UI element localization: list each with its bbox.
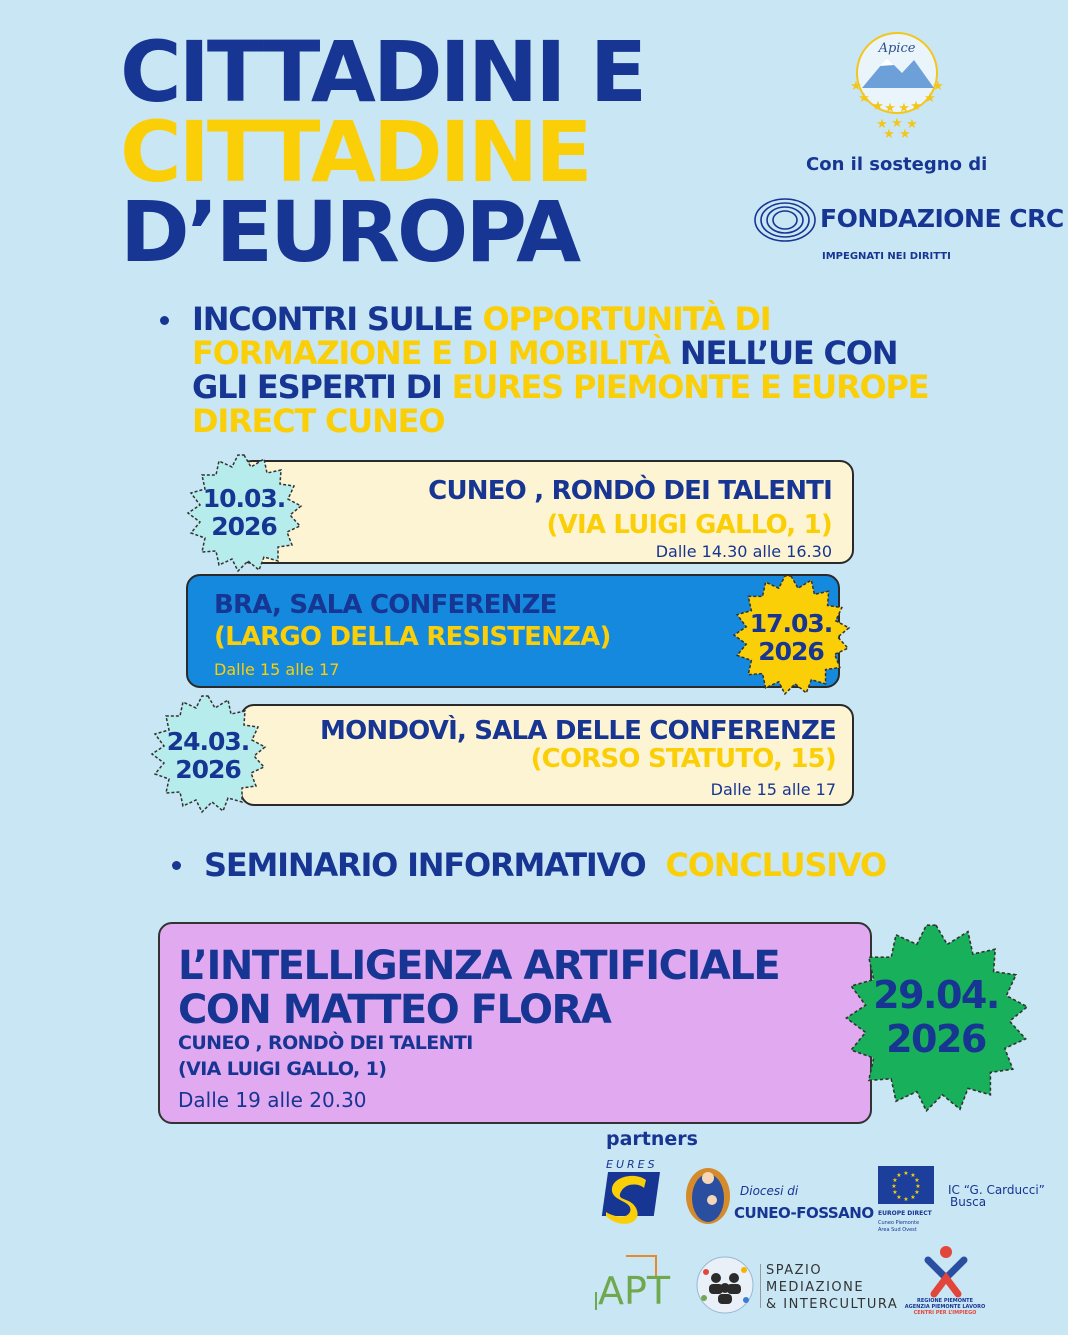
ic-line2: Busca — [950, 1195, 987, 1209]
diocesi-madonna-icon — [680, 1160, 736, 1226]
intro-text — [192, 302, 952, 438]
intro-part-4: EURES PIEMONTE E EUROPE DIRECT CUNEO — [192, 368, 929, 440]
badge-date-line1: 10.03. — [202, 484, 286, 513]
support-text: Con il sostegno di — [806, 154, 988, 175]
svg-text:★: ★ — [896, 1172, 902, 1179]
eures-logo — [600, 1158, 662, 1230]
svg-text:★: ★ — [914, 1177, 920, 1184]
svg-text:★: ★ — [884, 101, 896, 116]
svg-text:★: ★ — [910, 1172, 916, 1179]
svg-text:★: ★ — [924, 91, 936, 106]
europe-direct-sub1: Cuneo Piemonte — [878, 1220, 920, 1226]
spazio-line2: MEDIAZIONE — [766, 1280, 865, 1295]
svg-text:★: ★ — [898, 101, 910, 116]
title-line-2: CITTADINE — [120, 103, 590, 201]
svg-text:★: ★ — [932, 79, 944, 94]
regione-figure-icon — [900, 1244, 990, 1296]
svg-text:★: ★ — [891, 116, 903, 131]
seminar-venue: CUNEO , RONDÒ DEI TALENTI — [178, 1032, 473, 1054]
diocesi-name: CUNEO-FOSSANO — [734, 1204, 874, 1222]
spazio-line1: SPAZIO — [766, 1263, 823, 1278]
eures-s-icon — [600, 1172, 662, 1230]
diocesi-small: Diocesi di — [740, 1184, 799, 1198]
date-badge-17-03 — [730, 574, 852, 696]
seminar-bullet — [172, 861, 181, 870]
date-badge-24-03 — [148, 694, 268, 814]
event-address: (CORSO STATUTO, 15) — [530, 744, 836, 774]
title-line-3: D’EUROPA — [120, 183, 579, 281]
europe-direct-logo — [878, 1166, 938, 1238]
event-address: (LARGO DELLA RESISTENZA) — [214, 622, 611, 652]
svg-text:★: ★ — [914, 1189, 920, 1196]
svg-text:★: ★ — [899, 127, 911, 142]
event-venue: MONDOVÌ, SALA DELLE CONFERENZE — [320, 716, 836, 746]
svg-text:★: ★ — [892, 1177, 898, 1184]
ic-carducci-label — [948, 1184, 1045, 1208]
seminar-label-2: CONCLUSIVO — [665, 846, 887, 884]
event-card-cuneo — [238, 460, 854, 564]
svg-text:★: ★ — [896, 1194, 902, 1201]
badge-date-line2: 2026 — [175, 755, 241, 784]
fondazione-rings-icon — [752, 196, 818, 244]
svg-text:★: ★ — [892, 1189, 898, 1196]
svg-text:★: ★ — [910, 1194, 916, 1201]
seminar-label-1: SEMINARIO INFORMATIVO — [204, 846, 646, 884]
partners-label: partners — [606, 1128, 698, 1150]
regione-text — [900, 1298, 990, 1316]
apt-text: APT — [598, 1269, 671, 1313]
event-address: (VIA LUIGI GALLO, 1) — [546, 510, 832, 540]
apice-logo-text: Apice — [878, 41, 916, 56]
spazio-people-icon — [694, 1254, 756, 1316]
spazio-mediazione-logo — [694, 1254, 904, 1320]
intro-bullet — [160, 316, 169, 325]
ic-line1: IC “G. Carducci” — [948, 1183, 1045, 1197]
event-card-mondovi — [240, 704, 854, 806]
svg-text:★: ★ — [872, 99, 884, 114]
seminar-time: Dalle 19 alle 20.30 — [178, 1088, 367, 1112]
eu-flag-icon — [878, 1166, 934, 1204]
badge-date-line1: 24.03. — [166, 727, 250, 756]
svg-text:★: ★ — [850, 79, 862, 94]
svg-text:★: ★ — [903, 1196, 909, 1203]
intro-part-1: INCONTRI SULLE — [192, 300, 483, 338]
regione-line1: REGIONE PIEMONTE — [917, 1298, 973, 1304]
svg-text:★: ★ — [915, 1183, 921, 1190]
diocesi-logo — [680, 1160, 874, 1228]
seminar-card — [158, 922, 872, 1124]
badge-date-line2: 2026 — [211, 512, 277, 541]
intro-part-3: NELL’UE CON GLI ESPERTI DI — [192, 334, 898, 406]
event-time: Dalle 15 alle 17 — [214, 660, 340, 679]
spazio-line3: & INTERCULTURA — [766, 1297, 899, 1312]
spazio-divider — [760, 1264, 761, 1308]
event-time: Dalle 15 alle 17 — [710, 780, 836, 799]
seminar-title-1: L’INTELLIGENZA ARTIFICIALE — [178, 943, 780, 989]
svg-text:★: ★ — [891, 1183, 897, 1190]
regione-line2: AGENZIA PIEMONTE LAVORO — [904, 1304, 986, 1310]
event-venue: CUNEO , RONDÒ DEI TALENTI — [428, 476, 832, 506]
title-line-1: CITTADINI E — [120, 23, 645, 121]
fondazione-crc-logo — [752, 196, 1064, 268]
apt-logo — [592, 1252, 671, 1314]
svg-text:★: ★ — [883, 127, 895, 142]
intro-part-2: OPPORTUNITÀ DI FORMAZIONE E DI MOBILITÀ — [192, 300, 771, 372]
svg-text:★: ★ — [906, 117, 918, 132]
event-time: Dalle 14.30 alle 16.30 — [655, 542, 832, 561]
seminar-label — [204, 846, 886, 884]
spazio-text — [766, 1262, 898, 1313]
europe-direct-sub2: Area Sud Ovest — [878, 1227, 917, 1233]
badge-date-line2: 2026 — [758, 637, 824, 666]
svg-text:★: ★ — [910, 99, 922, 114]
seminar-address: (VIA LUIGI GALLO, 1) — [178, 1058, 387, 1080]
regione-line3: CENTRI PER L’IMPIEGO — [913, 1310, 977, 1316]
date-badge-29-04 — [840, 922, 1032, 1114]
svg-text:★: ★ — [903, 1170, 909, 1177]
eures-text: EURES — [606, 1158, 658, 1171]
europe-direct-text: EUROPE DIRECT — [878, 1210, 932, 1217]
fondazione-name: FONDAZIONE CRC — [820, 204, 1064, 233]
svg-text:★: ★ — [876, 117, 888, 132]
event-venue: BRA, SALA CONFERENZE — [214, 590, 557, 620]
seminar-title-2: CON MATTEO FLORA — [178, 987, 611, 1033]
svg-text:★: ★ — [858, 91, 870, 106]
badge-date-line1: 29.04. — [873, 973, 999, 1017]
badge-date-line1: 17.03. — [749, 609, 833, 638]
fondazione-tagline: IMPEGNATI NEI DIRITTI — [822, 251, 951, 262]
regione-piemonte-logo — [900, 1244, 990, 1326]
date-badge-10-03 — [184, 453, 304, 573]
badge-date-line2: 2026 — [886, 1017, 986, 1061]
apice-logo — [842, 28, 952, 140]
